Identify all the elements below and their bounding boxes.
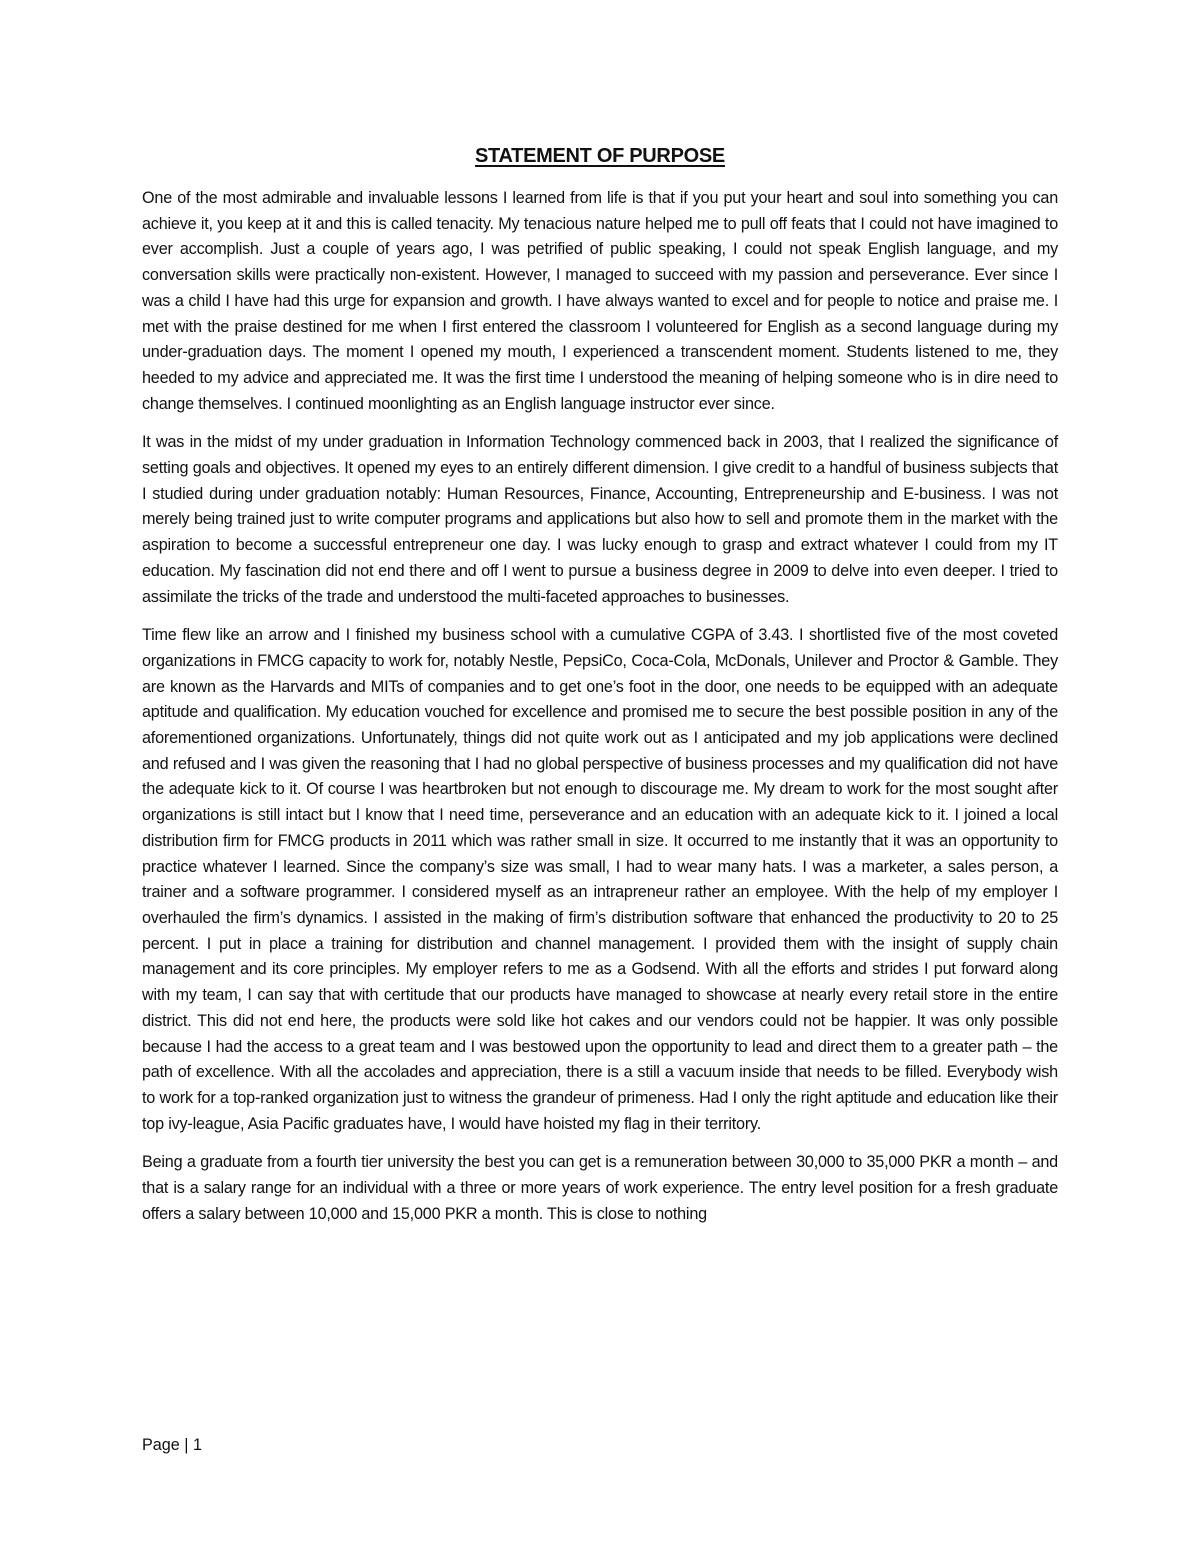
- paragraph-3: Time flew like an arrow and I finished my business school with a cumulative CGPA of 3.43. I shortlisted five of the most coveted organizations in FMCG capacity to work for, notably Nestle, PepsiCo, Coca-Cola, McDonals, Unilever and Proctor & Gamble. They are known as the Harvards and MITs of companies and to get one’s foot in the door, one needs to be equipped with an adequate aptitude and qualification. My education vouched for excellence and promised me to secure the best possible position in any of the aforementioned organizations. Unfortunately, things did not quite work out as I anticipated and my job applications were declined and refused and I was given the reasoning that I had no global perspective of business processes and my qualification did not have the adequate kick to it. Of course I was heartbroken but not enough to discourage me. My dream to work for the most sought after organizations is still intact but I know that I need time, perseverance and an education with an adequate kick to it. I joined a local distribution firm for FMCG products in 2011 which was rather small in size. It occurred to me instantly that it was an opportunity to practice whatever I learned. Since the company’s size was small, I had to wear many hats. I was a marketer, a sales person, a trainer and a software programmer. I considered myself as an intrapreneur rather an employee. With the help of my employer I overhauled the firm’s dynamics. I assisted in the making of firm’s distribution software that enhanced the productivity to 20 to 25 percent. I put in place a training for distribution and channel management. I provided them with the insight of supply chain management and its core principles. My employer refers to me as a Godsend. With all the efforts and strides I put forward along with my team, I can say that with certitude that our products have managed to showcase at nearly every retail store in the entire district. This did not end here, the products were sold like hot cakes and our vendors could not be happier. It was only possible because I had the access to a great team and I was bestowed upon the opportunity to lead and direct them to a greater path – the path of excellence. With all the accolades and appreciation, there is a still a vacuum inside that needs to be filled. Everybody wish to work for a top-ranked organization just to witness the grandeur of primeness. Had I only the right aptitude and education like their top ivy-league, Asia Pacific graduates have, I would have hoisted my flag in their territory.: [142, 626, 1058, 1133]
- page-footer: [142, 1434, 202, 1456]
- paragraph-2: It was in the midst of my under graduation in Information Technology commenced back in 2003, that I realized the significance of setting goals and objectives. It opened my eyes to an entirely different dimension. I give credit to a handful of business subjects that I studied during under graduation notably: Human Resources, Finance, Accounting, Entrepreneurship and E-business. I was not merely being trained just to write computer programs and applications but also how to sell and promote them in the market with the aspiration to become a successful entrepreneur one day. I was lucky enough to grasp and extract whatever I could from my IT education. My fascination did not end there and off I went to pursue a business degree in 2009 to delve into even deeper. I tried to assimilate the tricks of the trade and understood the multi-faceted approaches to businesses.: [142, 433, 1058, 606]
- page-number: Page | 1: [142, 1436, 203, 1454]
- paragraph-1: One of the most admirable and invaluable lessons I learned from life is that if you put your heart and soul into something you can achieve it, you keep at it and this is called tenacity. My tenacious nature helped me to pull off feats that I could not have imagined to ever accomplish. Just a couple of years ago, I was petrified of public speaking, I could not speak English language, and my conversation skills were practically non-existent. However, I managed to succeed with my passion and perseverance. Ever since I was a child I have had this urge for expansion and growth. I have always wanted to excel and for people to notice and praise me. I met with the praise destined for me when I first entered the classroom I volunteered for English as a second language during my under-graduation days. The moment I opened my mouth, I experienced a transcendent moment. Students listened to me, they heeded to my advice and appreciated me. It was the first time I understood the meaning of helping someone who is in dire need to change themselves. I continued moonlighting as an English language instructor ever since.: [142, 189, 1058, 413]
- paragraph-4: Being a graduate from a fourth tier university the best you can get is a remuneration between 30,000 to 35,000 PKR a month – and that is a salary range for an individual with a three or more years of work experience. The entry level position for a fresh graduate offers a salary between 10,000 and 15,000 PKR a month. This is close to nothing: [142, 1153, 1058, 1223]
- document-title: STATEMENT OF PURPOSE: [475, 145, 725, 167]
- document-body: [142, 186, 1058, 1240]
